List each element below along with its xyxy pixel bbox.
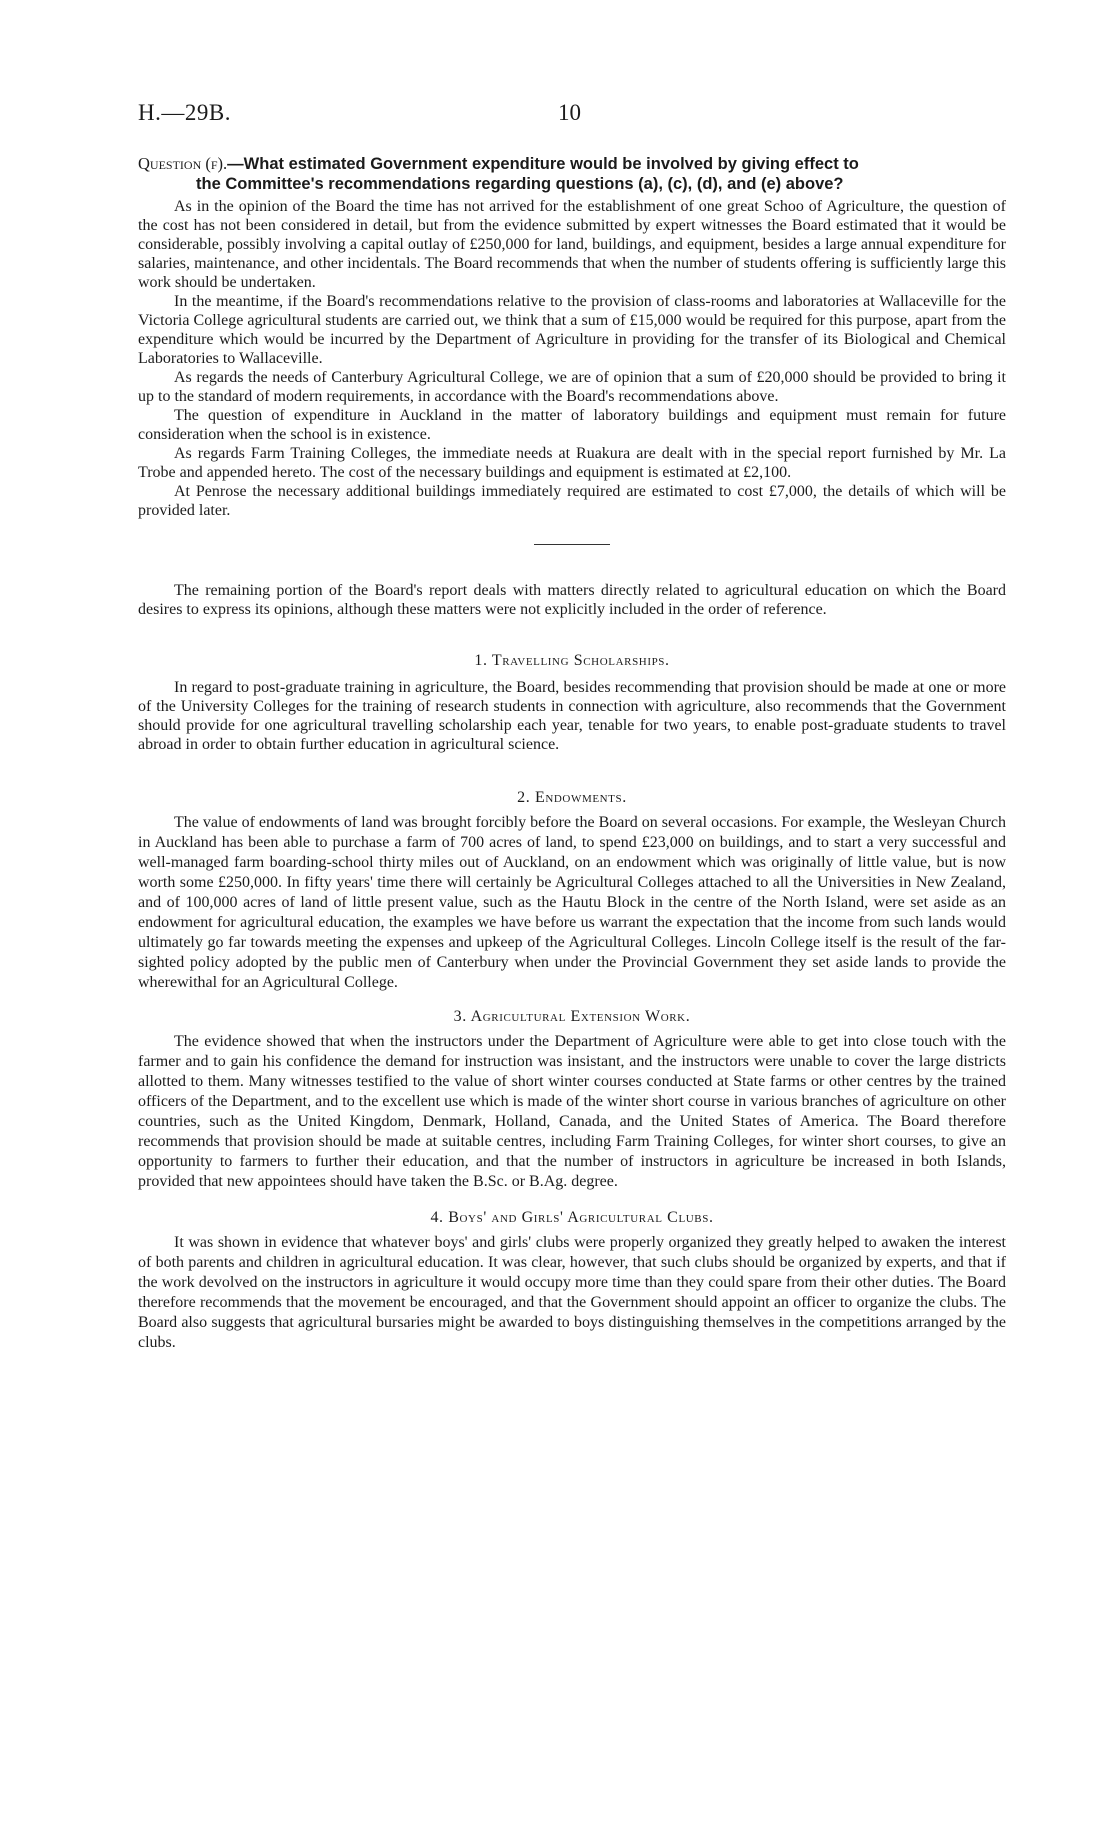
answer-paragraph: As regards Farm Training Colleges, the immediate needs at Ruakura are dealt with in the special report furnished by Mr. La Trobe and appended hereto. The cost of the necessary buildings and equipment is estimated at £2,100.	[138, 445, 1006, 481]
section-heading-travelling-scholarships: 1. Travelling Scholarships.	[474, 652, 670, 669]
answer-paragraph: As regards the needs of Canterbury Agricultural College, we are of opinion that a sum of £20,000 should be provided to bring it up to the standard of modern requirements, in accordance with the Board's recommendations above.	[138, 369, 1006, 405]
section-heading-endowments: 2. Endowments.	[517, 789, 627, 806]
answer-paragraph: At Penrose the necessary additional buildings immediately required are estimated to cost £7,000, the details of which will be provided later.	[138, 483, 1006, 519]
document-page	[138, 100, 1006, 1353]
section-paragraph-agricultural-clubs: It was shown in evidence that whatever boys' and girls' clubs were properly organized they greatly helped to awaken the interest of both parents and children in agricultural education. It was clear, however, that such clubs should be organized by experts, and that if the work devolved on the instructors in agriculture it would occupy more time than they could spare from their other duties. The Board therefore recommends that the movement be encouraged, and that the Government should appoint an officer to organize the clubs. The Board also suggests that agricultural bursaries might be awarded to boys distinguishing themselves in the competitions arranged by the clubs.	[138, 1234, 1006, 1351]
question-text-line-1: —What estimated Government expenditure would be involved by giving effect to	[227, 155, 859, 173]
section-divider	[534, 544, 610, 545]
page-number: 10	[558, 100, 581, 125]
section-paragraph-extension-work: The evidence showed that when the instructors under the Department of Agriculture were able to get into close touch with the farmer and to gain his confidence the demand for instruction was insistant, and the instructors were unable to cover the large districts allotted to them. Many witnesses testified to the value of short winter courses conducted at State farms or other centres by the trained officers of the Department, and to the excellent use which is made of the winter short course in various branches of agriculture on other countries, such as the United Kingdom, Denmark, Holland, Canada, and the United States of America. The Board therefore recommends that provision should be made at suitable centres, including Farm Training Colleges, for winter short courses, to give an opportunity to farmers to further their education, and that the number of instructors in agriculture be increased in both Islands, provided that new appointees should have taken the B.Sc. or B.Ag. degree.	[138, 1033, 1006, 1190]
answer-paragraph: As in the opinion of the Board the time has not arrived for the establishment of one great Schoo of Agriculture, the question of the cost has not been considered in detail, but from the evidence submitted by expert witnesses the Board estimated that it would be considerable, possibly involving a capital outlay of £250,000 for land, buildings, and equipment, besides a large annual expenditure for salaries, maintenance, and other incidentals. The Board recommends that when the number of students offering is sufficiently large this work should be undertaken.	[138, 198, 1006, 291]
answer-paragraph: In the meantime, if the Board's recommendations relative to the provision of class-rooms and laboratories at Wallaceville for the Victoria College agricultural students are carried out, we think that a sum of £15,000 would be required for this purpose, apart from the expenditure which would be incurred by the Department of Agriculture in providing for the transfer of its Biological and Chemical Laboratories to Wallaceville.	[138, 293, 1006, 367]
question-text-line-2: the Committee's recommendations regarding questions (a), (c), (d), and (e) above?	[196, 175, 844, 193]
question-label: Question (f).	[138, 154, 228, 173]
section-heading-extension-work: 3. Agricultural Extension Work.	[453, 1008, 691, 1025]
section-paragraph-travelling-scholarships: In regard to post-graduate training in agriculture, the Board, besides recommending that provision should be made at one or more of the University Colleges for the training of research students in connection with agriculture, also recommends that the Government should provide for one agricultural travelling scholarship each year, tenable for two years, to enable post-graduate students to travel abroad in order to obtain further education in agricultural science.	[138, 679, 1006, 753]
answer-section	[138, 197, 1006, 520]
page-header	[138, 100, 1006, 134]
answer-paragraph: The question of expenditure in Auckland in the matter of laboratory buildings and equipment must remain for future consideration when the school is in existence.	[138, 407, 1006, 443]
section-paragraph-endowments: The value of endowments of land was brought forcibly before the Board on several occasions. For example, the Wesleyan Church in Auckland has been able to purchase a farm of 700 acres of land, to spend £23,000 on buildings, and to start a very successful and well-managed farm boarding-school thirty miles out of Auckland, on an endowment which was originally of little value, but is now worth some £250,000. In fifty years' time there will certainly be Agricultural Colleges attached to all the Universities in New Zealand, and of 100,000 acres of land of little present value, such as the Hautu Block in the centre of the North Island, were set aside as an endowment for agricultural education, the examples we have before us warrant the expectation that the income from such lands would ultimately go far towards meeting the expenses and upkeep of the Agricultural Colleges. Lincoln College itself is the result of the far-sighted policy adopted by the public men of Canterbury when under the Provincial Government they set aside lands to provide the wherewithal for an Agricultural College.	[138, 814, 1006, 991]
page-reference: H.—29B.	[138, 100, 231, 125]
section-heading-agricultural-clubs: 4. Boys' and Girls' Agricultural Clubs.	[430, 1209, 714, 1226]
intro-paragraph: The remaining portion of the Board's report deals with matters directly related to agricultural education on which the Board desires to express its opinions, although these matters were not explicitly included in the order of reference.	[138, 582, 1006, 618]
question-heading	[138, 154, 1006, 194]
